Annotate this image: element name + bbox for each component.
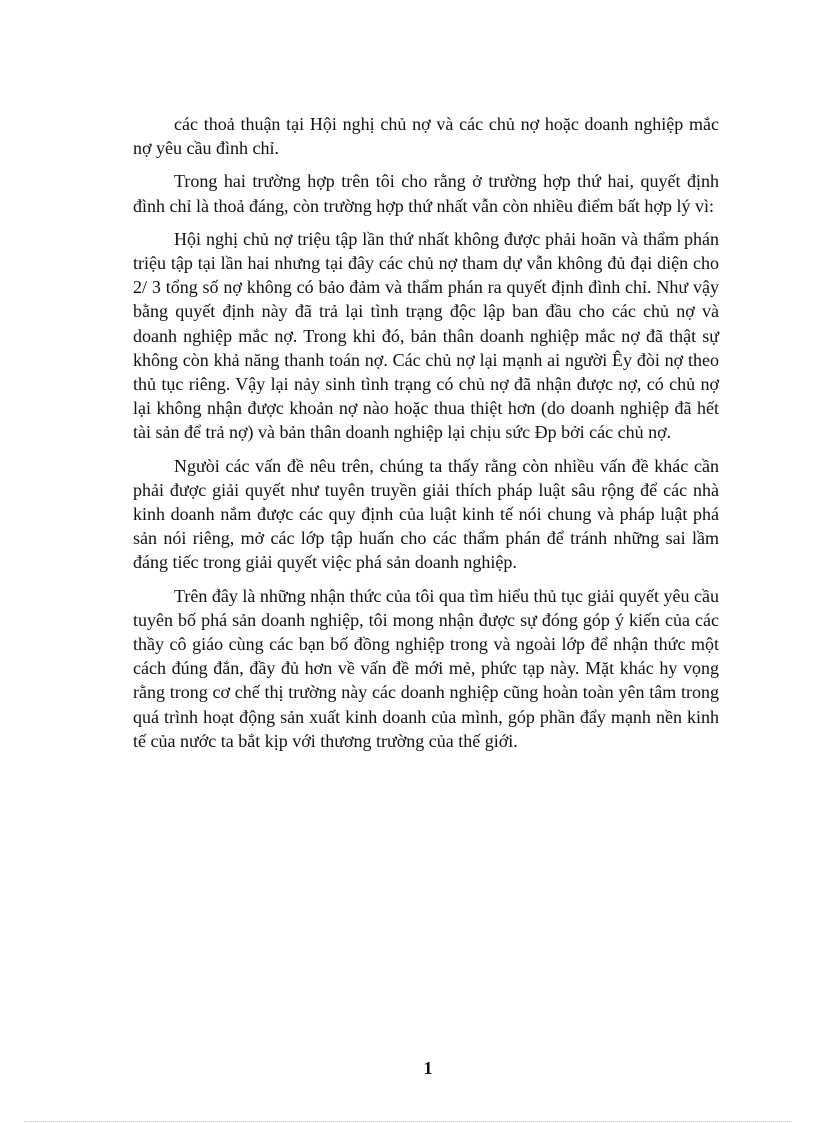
page-number: 1 [423, 1058, 433, 1078]
paragraph-continued: các thoả thuận tại Hội nghị chủ nợ và các chủ nợ hoặc doanh nghiệp mắc nợ yêu cầu đình chỉ. [133, 114, 719, 159]
paragraph-case-assessment: Trong hai trường hợp trên tôi cho rằng ở trường hợp thứ hai, quyết định đình chỉ là thoả đáng, còn trường hợp thứ nhất vẫn còn nhiều điểm bất hợp lý vì: [133, 171, 719, 216]
page-bottom-divider [24, 1121, 792, 1122]
paragraph-conclusion: Trên đây là những nhận thức của tôi qua tìm hiểu thủ tục giải quyết yêu cầu tuyên bố phá sản doanh nghiệp, tôi mong nhận được sự đóng góp ý kiến của các thầy cô giáo cùng các bạn bố đồng nghiệp trong và ngoài lớp để nhận thức một cách đúng đắn, đầy đủ hơn về vấn đề mới mẻ, phức tạp này. Mặt khác hy vọng rằng trong cơ chế thị trường này các doanh nghiệp cũng hoàn toàn yên tâm trong quá trình hoạt động sản xuất kinh doanh của mình, góp phần đẩy mạnh nền kinh tế của nước ta bắt kịp với thương trường của thế giới. [133, 585, 719, 751]
paragraph-other-issues: Ngưòi các vấn đề nêu trên, chúng ta thấy rằng còn nhiều vấn đề khác cần phải được giải quyết như tuyên truyền giải thích pháp luật sâu rộng để các nhà kinh doanh nắm được các quy định của luật kinh tế nói chung và pháp luật phá sản nói riêng, mở các lớp tập huấn cho các thẩm phán để tránh những sai lầm đáng tiếc trong giải quyết việc phá sản doanh nghiệp. [133, 455, 719, 573]
paragraph-creditor-meeting: Hội nghị chủ nợ triệu tập lần thứ nhất không được phải hoãn và thẩm phán triệu tập tại lần hai nhưng tại đây các chủ nợ tham dự vẫn không đủ đại diện cho 2/ 3 tổng số nợ không có bảo đảm và thẩm phán ra quyết định đình chỉ. Như vậy bằng quyết định này đã trả lại tình trạng độc lập ban đầu cho các chủ nợ và doanh nghiệp mắc nợ. Trong khi đó, bản thân doanh nghiệp mắc nợ đã thật sự không còn khả năng thanh toán nợ. Các chủ nợ lại mạnh ai người Êy đòi nợ theo thủ tục riêng. Vậy lại nảy sinh tình trạng có chủ nợ đã nhận được nợ, có chủ nợ lại không nhận được khoản nợ nào hoặc thua thiệt hơn (do doanh nghiệp đã hết tài sản để trả nợ) và bản thân doanh nghiệp lại chịu sức Ðp bởi các chủ nợ. [133, 228, 719, 443]
document-body [133, 112, 719, 762]
